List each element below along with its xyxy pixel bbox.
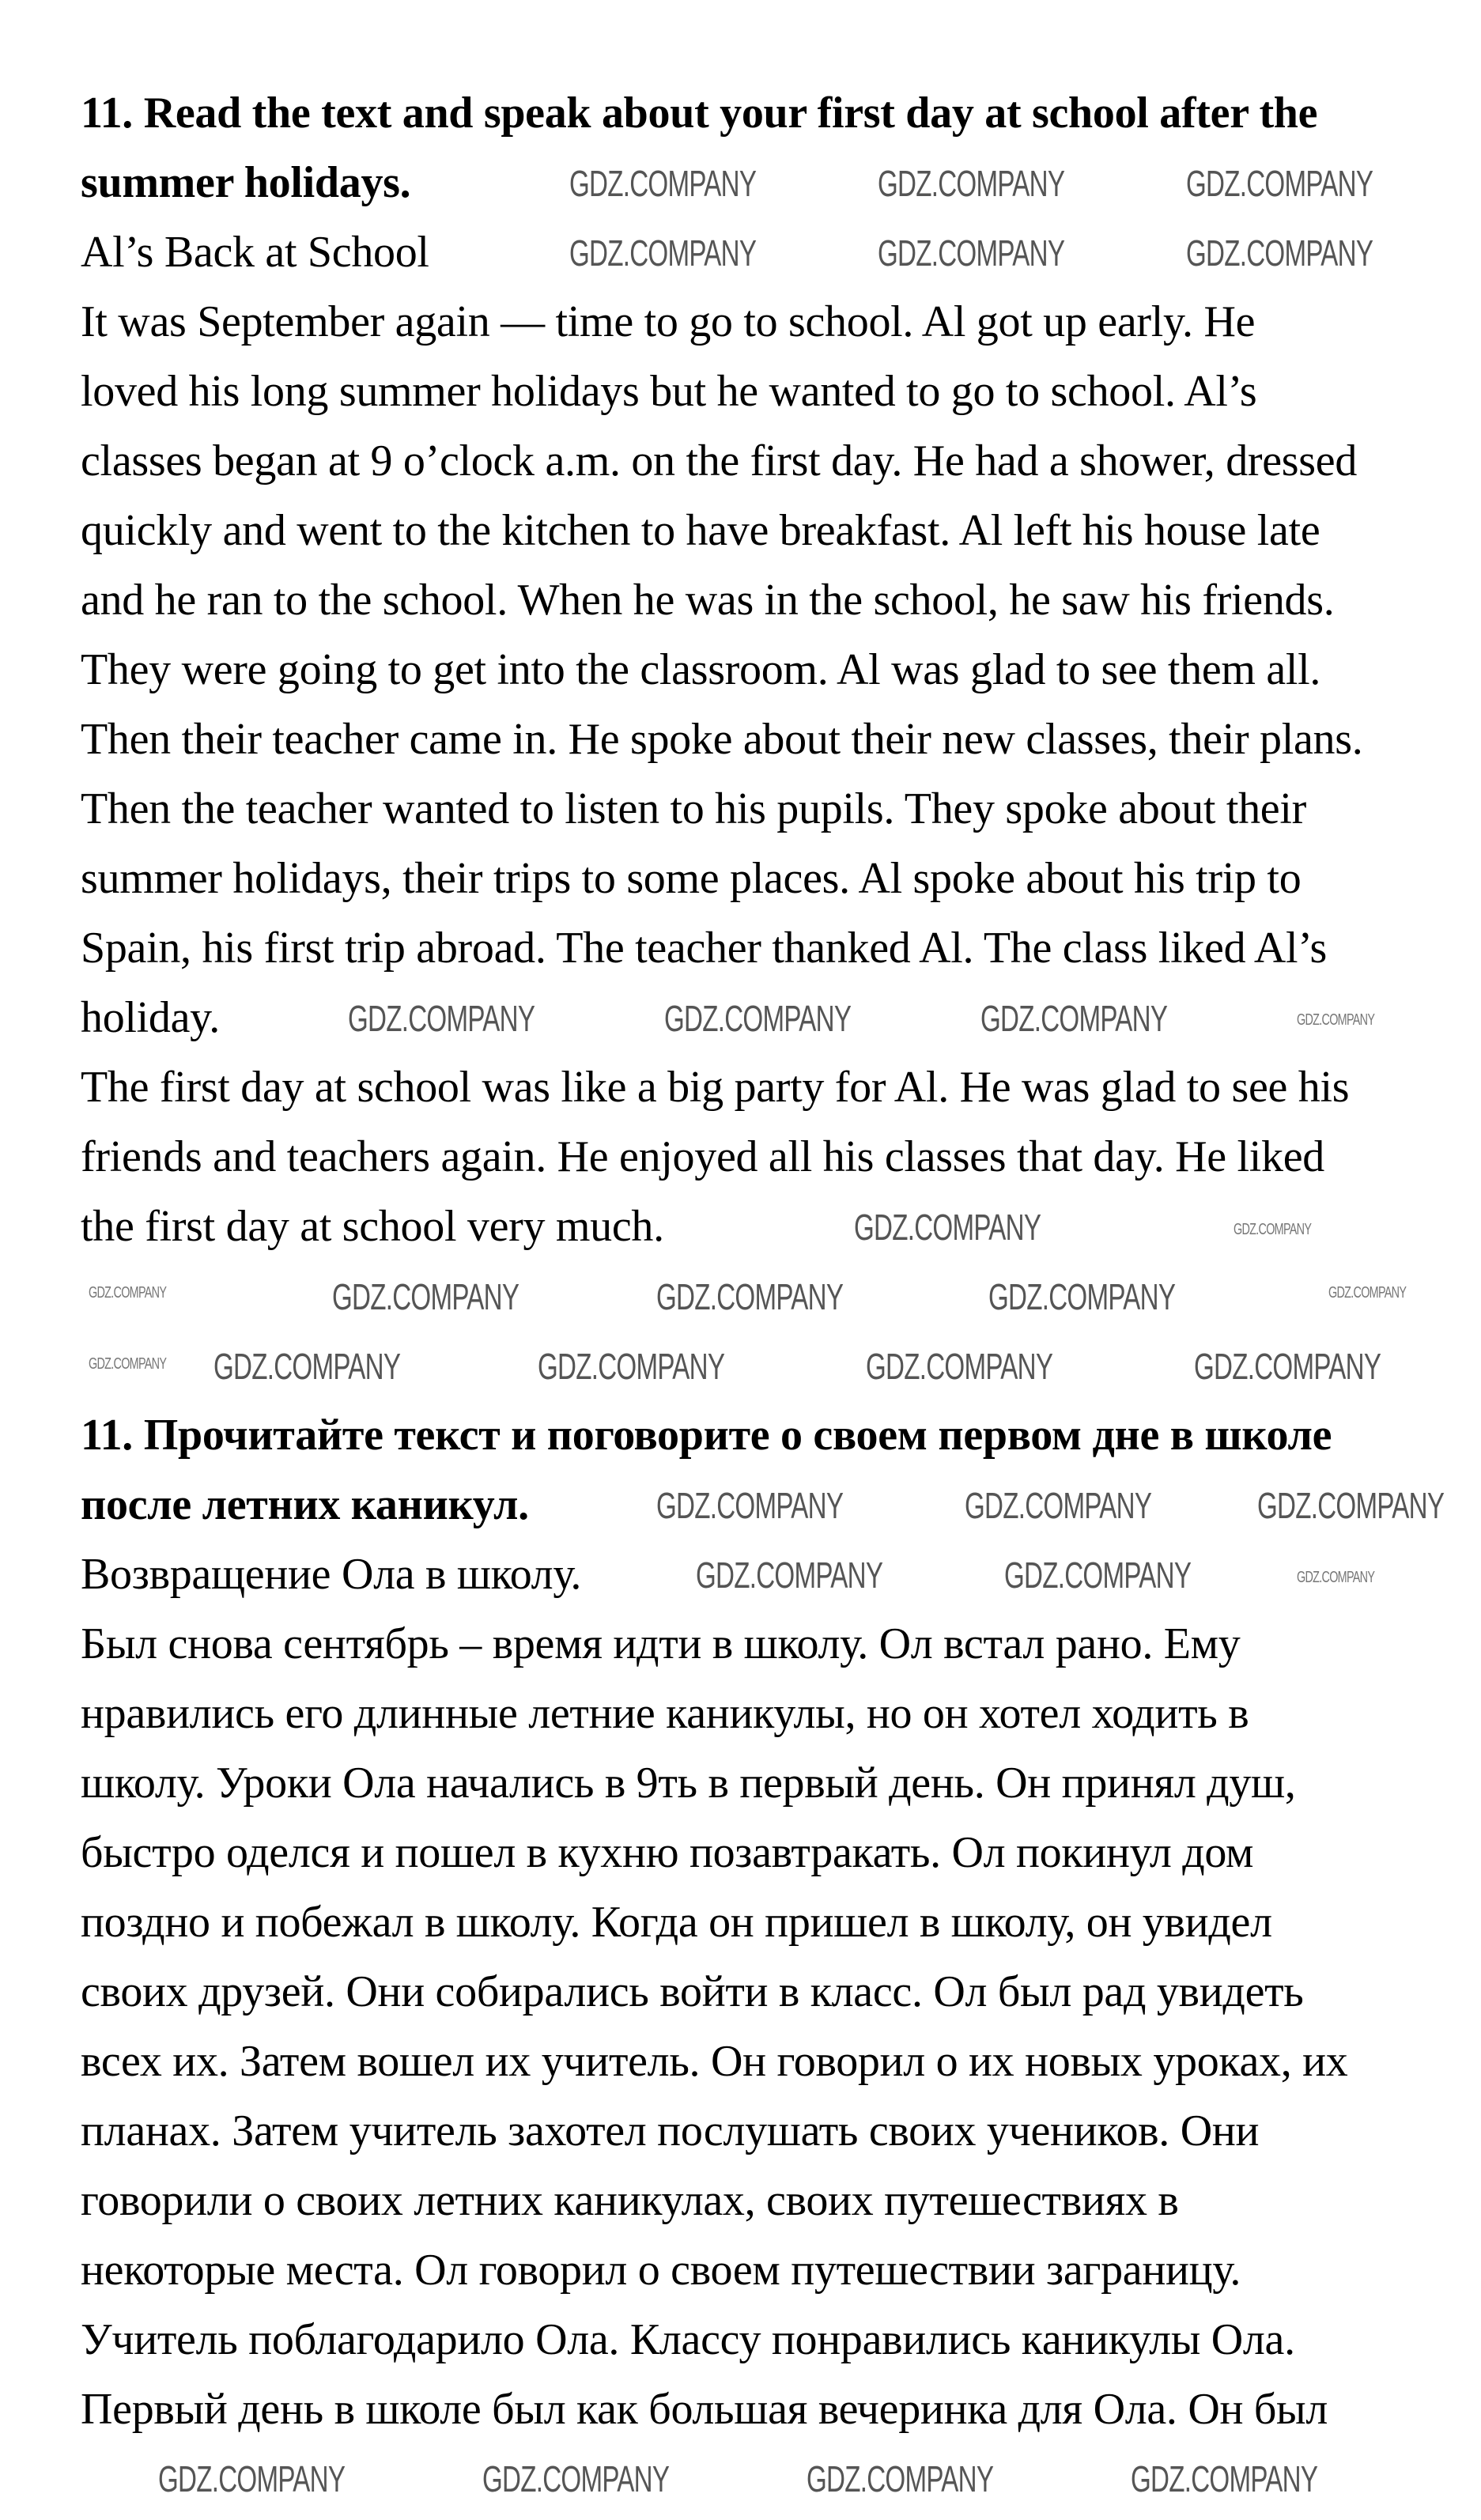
english-text-line: Then their teacher came in. He spoke about their new classes, their plans. bbox=[81, 715, 1363, 764]
watermark: GDZ.COMPANY bbox=[482, 2458, 670, 2499]
watermark: GDZ.COMPANY bbox=[965, 1485, 1152, 1526]
english-text-line: Spain, his first trip abroad. The teacher thanked Al. The class liked Al’s bbox=[81, 924, 1328, 973]
english-text-line: summer holidays, their trips to some places. Al spoke about his trip to bbox=[81, 854, 1302, 903]
watermark: GDZ.COMPANY bbox=[1328, 1284, 1407, 1302]
english-text-line: holiday. bbox=[81, 993, 220, 1042]
watermark: GDZ.COMPANY bbox=[1297, 1011, 1375, 1029]
watermark: GDZ.COMPANY bbox=[332, 1276, 519, 1317]
russian-story-title: Возвращение Ола в школу. bbox=[81, 1550, 582, 1599]
watermark: GDZ.COMPANY bbox=[1004, 1555, 1192, 1596]
russian-text-line: некоторые места. Ол говорил о своем путешествии заграницу. bbox=[81, 2246, 1241, 2295]
watermark: GDZ.COMPANY bbox=[1234, 1221, 1312, 1238]
watermark: GDZ.COMPANY bbox=[854, 1207, 1041, 1248]
watermark: GDZ.COMPANY bbox=[213, 1346, 401, 1387]
watermark: GDZ.COMPANY bbox=[1297, 1569, 1375, 1586]
watermark: GDZ.COMPANY bbox=[569, 163, 757, 204]
watermark: GDZ.COMPANY bbox=[89, 1355, 167, 1373]
watermark: GDZ.COMPANY bbox=[89, 1284, 167, 1302]
english-heading-line-1: 11. Read the text and speak about your first day at school after the bbox=[81, 89, 1318, 138]
watermark: GDZ.COMPANY bbox=[1257, 1485, 1445, 1526]
russian-text-line: нравились его длинные летние каникулы, но он хотел ходить в bbox=[81, 1689, 1249, 1738]
watermark: GDZ.COMPANY bbox=[656, 1485, 844, 1526]
english-text-line: friends and teachers again. He enjoyed all his classes that day. He liked bbox=[81, 1132, 1325, 1181]
watermark: GDZ.COMPANY bbox=[1194, 1346, 1381, 1387]
english-text-line: They were going to get into the classroom. Al was glad to see them all. bbox=[81, 645, 1321, 694]
russian-text-line: Был снова сентябрь – время идти в школу. Ол встал рано. Ему bbox=[81, 1619, 1241, 1668]
english-text-line: and he ran to the school. When he was in the school, he saw his friends. bbox=[81, 576, 1335, 625]
watermark: GDZ.COMPANY bbox=[878, 163, 1065, 204]
watermark: GDZ.COMPANY bbox=[1131, 2458, 1318, 2499]
watermark: GDZ.COMPANY bbox=[1186, 163, 1373, 204]
english-text-line: The first day at school was like a big party for Al. He was glad to see his bbox=[81, 1063, 1350, 1112]
watermark: GDZ.COMPANY bbox=[988, 1276, 1176, 1317]
russian-text-line: быстро оделся и пошел в кухню позавтракать. Ол покинул дом bbox=[81, 1828, 1254, 1877]
russian-text-line: Учитель поблагодарило Ола. Классу понравились каникулы Ола. bbox=[81, 2315, 1295, 2364]
russian-text-line: всех их. Затем вошел их учитель. Он говорил о их новых уроках, их bbox=[81, 2037, 1348, 2086]
watermark: GDZ.COMPANY bbox=[158, 2458, 346, 2499]
russian-text-line: планах. Затем учитель захотел послушать своих учеников. Они bbox=[81, 2106, 1260, 2155]
watermark: GDZ.COMPANY bbox=[664, 998, 852, 1039]
watermark: GDZ.COMPANY bbox=[656, 1276, 844, 1317]
document-page bbox=[81, 78, 1481, 2444]
watermark: GDZ.COMPANY bbox=[807, 2458, 994, 2499]
english-text-line: the first day at school very much. bbox=[81, 1202, 664, 1251]
russian-heading-line-2: после летних каникул. bbox=[81, 1480, 529, 1529]
watermark: GDZ.COMPANY bbox=[348, 998, 535, 1039]
russian-text-line: школу. Уроки Ола начались в 9ть в первый день. Он принял душ, bbox=[81, 1759, 1296, 1808]
watermark: GDZ.COMPANY bbox=[980, 998, 1168, 1039]
russian-text-line: своих друзей. Они собирались войти в класс. Ол был рад увидеть bbox=[81, 1967, 1304, 2016]
watermark: GDZ.COMPANY bbox=[696, 1555, 883, 1596]
watermark: GDZ.COMPANY bbox=[1186, 232, 1373, 274]
russian-heading-line-1: 11. Прочитайте текст и поговорите о своем первом дне в школе bbox=[81, 1411, 1332, 1460]
english-text-line: quickly and went to the kitchen to have breakfast. Al left his house late bbox=[81, 506, 1320, 555]
russian-text-line: говорили о своих летних каникулах, своих путешествиях в bbox=[81, 2176, 1179, 2225]
watermark: GDZ.COMPANY bbox=[538, 1346, 725, 1387]
russian-text-line: поздно и побежал в школу. Когда он пришел в школу, он увидел bbox=[81, 1898, 1272, 1947]
russian-text-line: Первый день в школе был как большая вечеринка для Ола. Он был bbox=[81, 2385, 1328, 2434]
english-heading-line-2: summer holidays. bbox=[81, 158, 411, 207]
watermark: GDZ.COMPANY bbox=[569, 232, 757, 274]
english-text-line: loved his long summer holidays but he wanted to go to school. Al’s bbox=[81, 367, 1257, 416]
watermark: GDZ.COMPANY bbox=[878, 232, 1065, 274]
english-text-line: Then the teacher wanted to listen to his pupils. They spoke about their bbox=[81, 784, 1306, 833]
english-text-line: It was September again — time to go to school. Al got up early. He bbox=[81, 297, 1256, 346]
english-story-title: Al’s Back at School bbox=[81, 228, 429, 277]
english-text-line: classes began at 9 o’clock a.m. on the first day. He had a shower, dressed bbox=[81, 436, 1358, 485]
watermark: GDZ.COMPANY bbox=[866, 1346, 1053, 1387]
